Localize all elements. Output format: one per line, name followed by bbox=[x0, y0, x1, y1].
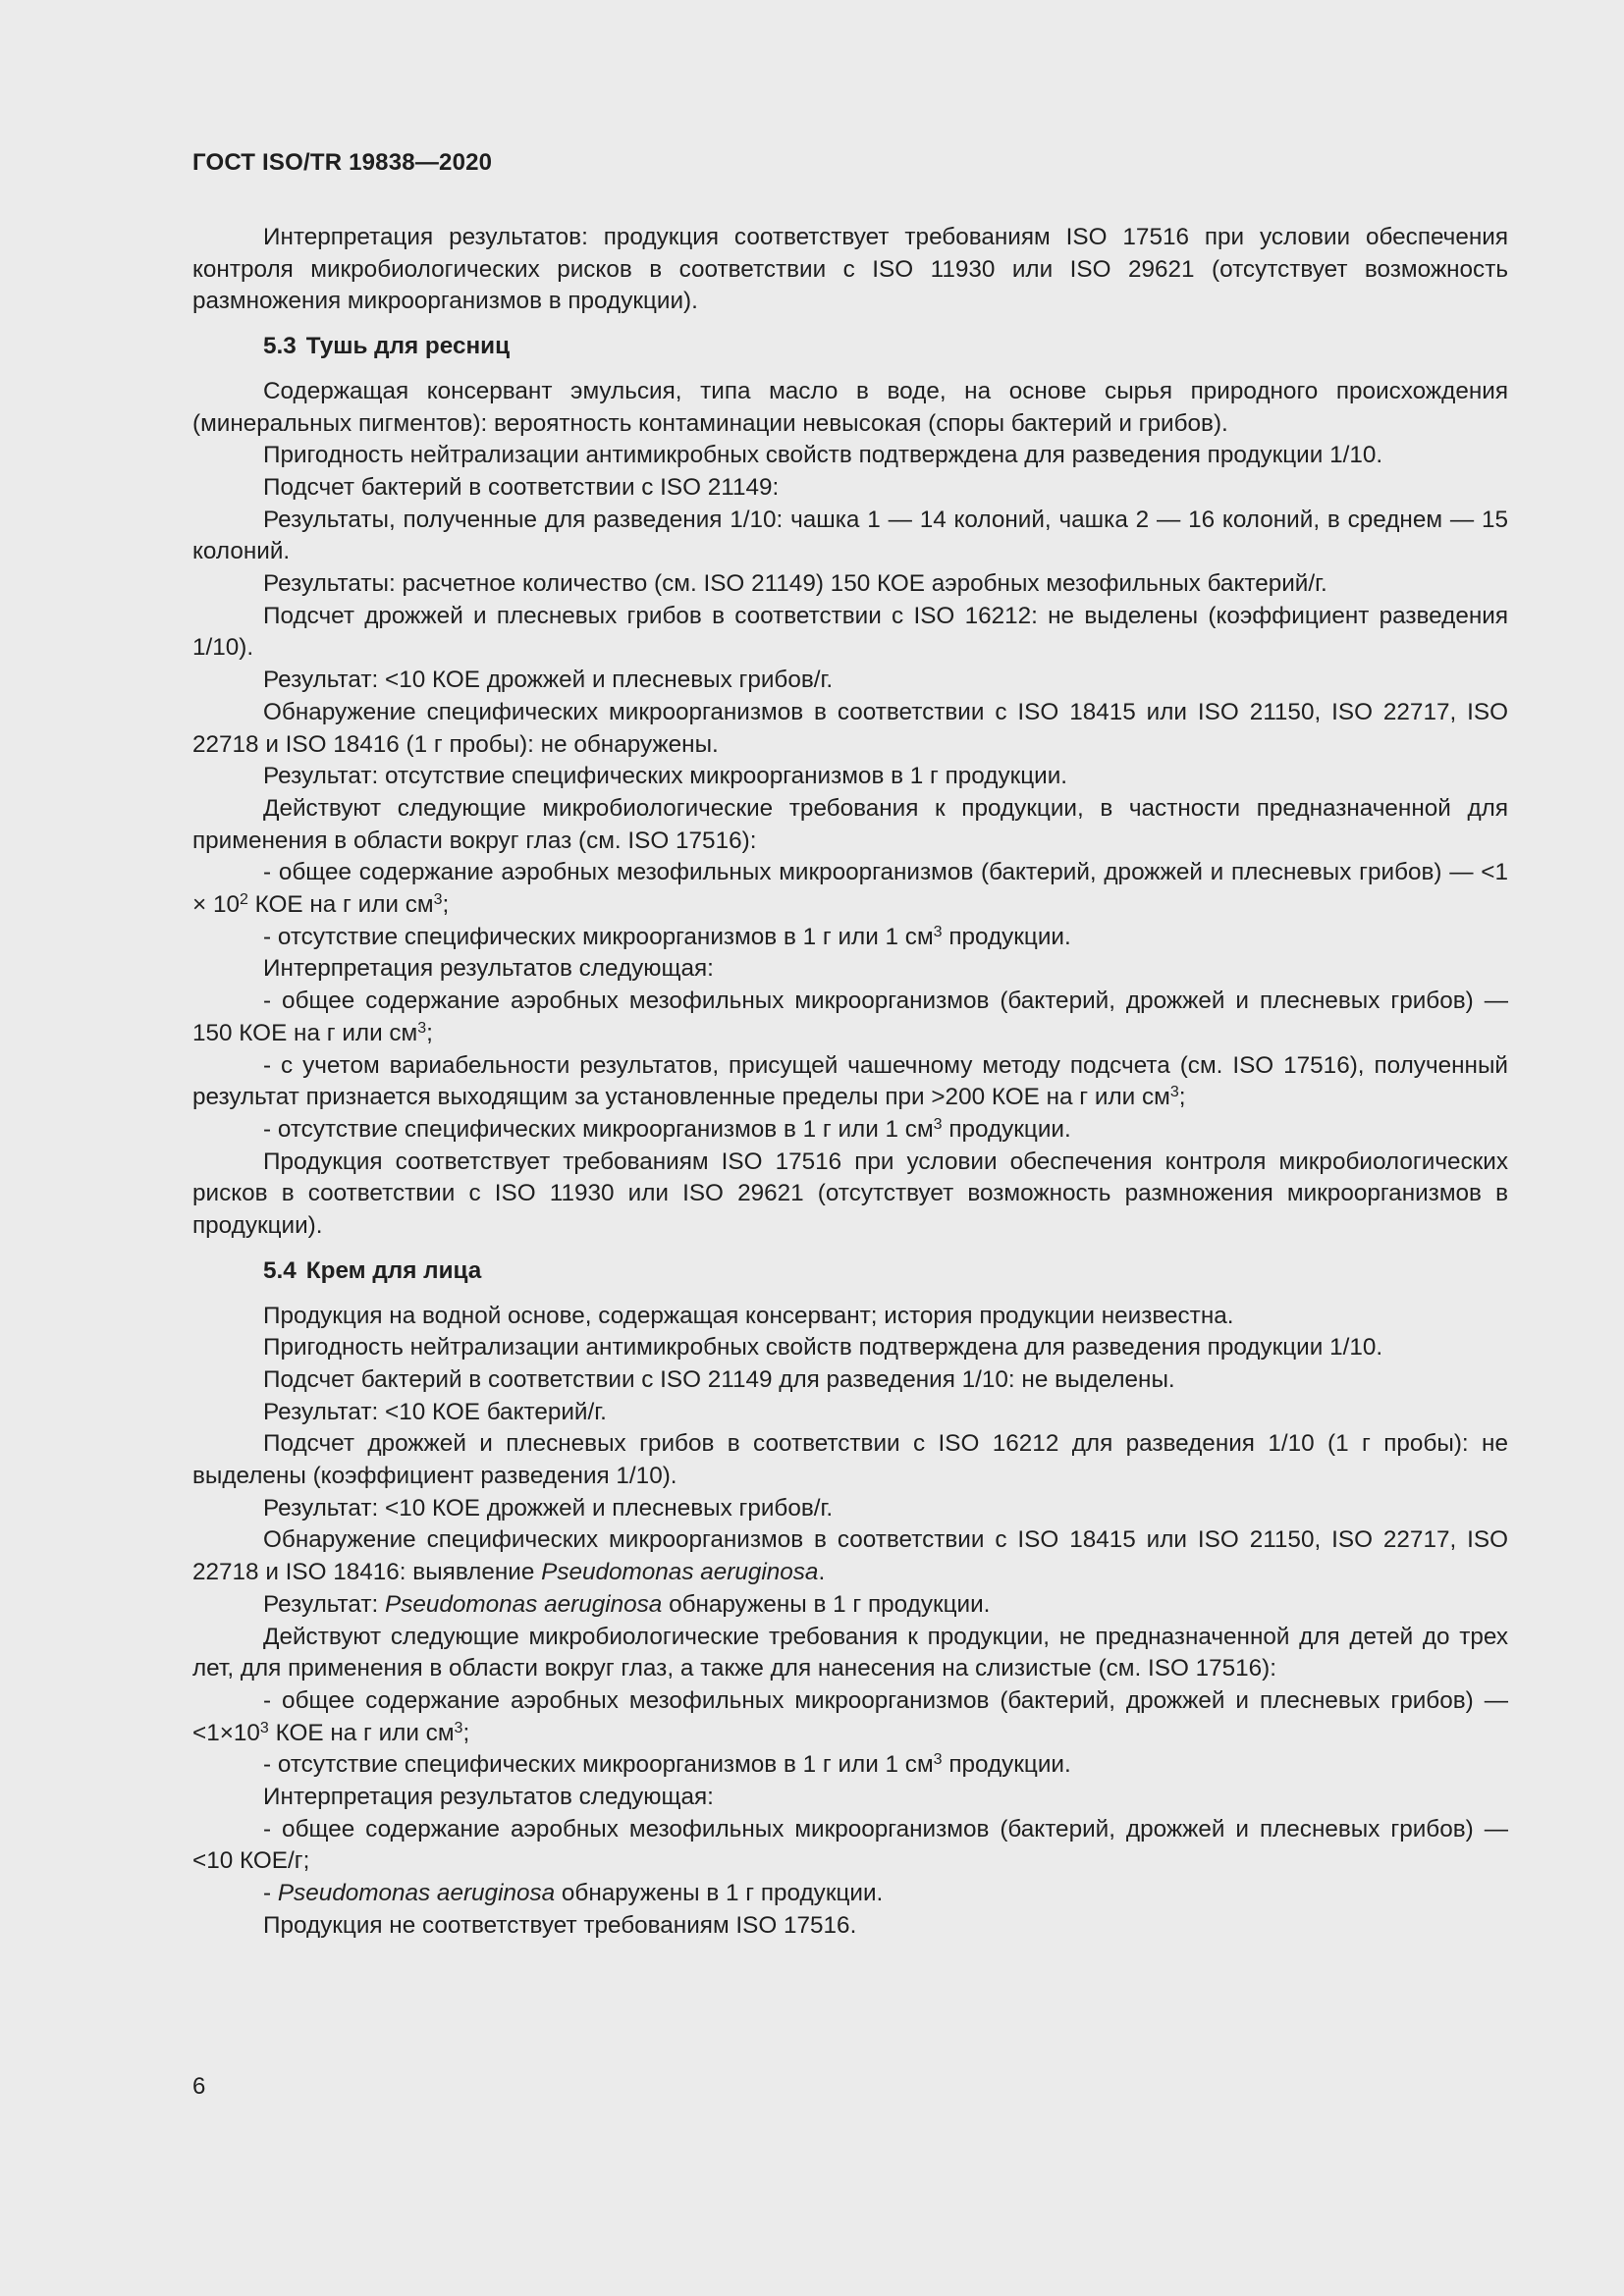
list-item: - отсутствие специфических микроорганизмов в 1 г или 1 $см^3$ продукции. bbox=[263, 1751, 1071, 1779]
paragraph: Продукция соответствует требованиям ISO 17516 при условии обеспечения контроля микробиологических рисков в соответствии с ISO 11930 или ISO 29621 (отсутствует возможность размножения микроорганизмов в продукции). bbox=[192, 1148, 1508, 1240]
list-item: - общее содержание аэробных мезофильных микроорганизмов (бактерий, дрожжей и плесневых грибов) — <10 КОЕ/г; bbox=[192, 1815, 1508, 1875]
list-item: - с учетом вариабельности результатов, присущей чашечному методу подсчета (см. ISO 17516), полученный результат признается выходящим за установленные пределы при >200 КОЕ на г или $см^3$; bbox=[192, 1051, 1508, 1111]
paragraph: Интерпретация результатов следующая: bbox=[263, 1784, 714, 1811]
list-item: - общее содержание аэробных мезофильных микроорганизмов (бактерий, дрожжей и плесневых грибов) — $<1\times 10^3$ КОЕ на г или $см^3$; bbox=[192, 1686, 1508, 1746]
paragraph: Действуют следующие микробиологические требования к продукции, в частности предназначенной для применения в области вокруг глаз (см. ISO 17516): bbox=[192, 794, 1508, 854]
paragraph: Подсчет бактерий в соответствии с ISO 21149 для разведения 1/10: не выделены. bbox=[263, 1365, 1175, 1393]
paragraph: Подсчет дрожжей и плесневых грибов в соответствии с ISO 16212: не выделены (коэффициент разведения 1/10). bbox=[192, 602, 1508, 662]
paragraph: Результат: <10 КОЕ бактерий/г. bbox=[263, 1398, 607, 1425]
section-number: 5.4 bbox=[263, 1256, 297, 1284]
list-item: - общее содержание аэробных мезофильных микроорганизмов (бактерий, дрожжей и плесневых грибов) — 150 КОЕ на г или $см^3$; bbox=[192, 988, 1508, 1046]
section-title: Тушь для ресниц bbox=[305, 333, 511, 360]
paragraph: Интерпретация результатов: продукция соответствует требованиям ISO 17516 при условии обеспечения контроля микробиологических рисков в соответствии с ISO 11930 или ISO 29621 (отсутствует возможность размножения микроорганизмов в продукции). bbox=[192, 224, 1508, 315]
paragraph: Результат: <10 КОЕ дрожжей и плесневых грибов/г. bbox=[263, 1494, 834, 1522]
document-body bbox=[192, 222, 1508, 1943]
paragraph: Обнаружение специфических микроорганизмов в соответствии с ISO 18415 или ISO 21150, ISO 22717, ISO 22718 и ISO 18416: выявление Pseudomonas aeruginosa. bbox=[192, 1526, 1508, 1586]
section-number: 5.3 bbox=[263, 333, 297, 360]
paragraph: Подсчет дрожжей и плесневых грибов в соответствии с ISO 16212 для разведения 1/10 (1 г пробы): не выделены (коэффициент разведения 1/10). bbox=[192, 1430, 1508, 1490]
paragraph: Продукция на водной основе, содержащая консервант; история продукции неизвестна. bbox=[263, 1302, 1234, 1329]
paragraph: Результат: отсутствие специфических микроорганизмов в 1 г продукции. bbox=[263, 763, 1068, 790]
paragraph: Результаты, полученные для разведения 1/10: чашка 1 — 14 колоний, чашка 2 — 16 колоний, в среднем — 15 колоний. bbox=[192, 506, 1508, 565]
paragraph: Действуют следующие микробиологические требования к продукции, не предназначенной для детей до трех лет, для применения в области вокруг глаз, а также для нанесения на слизистые (см. ISO 17516): bbox=[192, 1623, 1508, 1682]
paragraph: Пригодность нейтрализации антимикробных свойств подтверждена для разведения продукции 1/10. bbox=[263, 442, 1383, 469]
section-heading-5-4 bbox=[192, 1255, 1508, 1288]
paragraph: Пригодность нейтрализации антимикробных свойств подтверждена для разведения продукции 1/10. bbox=[263, 1334, 1383, 1362]
paragraph: Продукция не соответствует требованиям ISO 17516. bbox=[263, 1911, 857, 1939]
list-item: - отсутствие специфических микроорганизмов в 1 г или 1 $см^3$ продукции. bbox=[263, 923, 1071, 950]
paragraph: Результат: Pseudomonas aeruginosa обнаружены в 1 г продукции. bbox=[263, 1590, 991, 1618]
list-item: - Pseudomonas aeruginosa обнаружены в 1 г продукции. bbox=[263, 1880, 884, 1907]
page-number: 6 bbox=[192, 2073, 206, 2100]
paragraph: Содержащая консервант эмульсия, типа масло в воде, на основе сырья природного происхождения (минеральных пигментов): вероятность контаминации невысокая (споры бактерий и грибов). bbox=[192, 377, 1508, 437]
paragraph: Обнаружение специфических микроорганизмов в соответствии с ISO 18415 или ISO 21150, ISO 22717, ISO 22718 и ISO 18416 (1 г пробы): не обнаружены. bbox=[192, 698, 1508, 758]
document-header: ГОСТ ISO/TR 19838—2020 bbox=[192, 149, 493, 176]
paragraph: Результаты: расчетное количество (см. ISO 21149) 150 КОЕ аэробных мезофильных бактерий/г. bbox=[263, 570, 1327, 598]
list-item: - общее содержание аэробных мезофильных микроорганизмов (бактерий, дрожжей и плесневых грибов) — $<1 \times 10^2$ КОЕ на г или $см^3$; bbox=[192, 859, 1508, 919]
section-title: Крем для лица bbox=[305, 1256, 482, 1284]
list-item: - отсутствие специфических микроорганизмов в 1 г или 1 $см^3$ продукции. bbox=[263, 1115, 1071, 1143]
paragraph: Интерпретация результатов следующая: bbox=[263, 955, 714, 983]
paragraph: Результат: <10 КОЕ дрожжей и плесневых грибов/г. bbox=[263, 667, 834, 694]
section-heading-5-3 bbox=[192, 331, 1508, 363]
paragraph: Подсчет бактерий в соответствии с ISO 21149: bbox=[263, 473, 780, 501]
